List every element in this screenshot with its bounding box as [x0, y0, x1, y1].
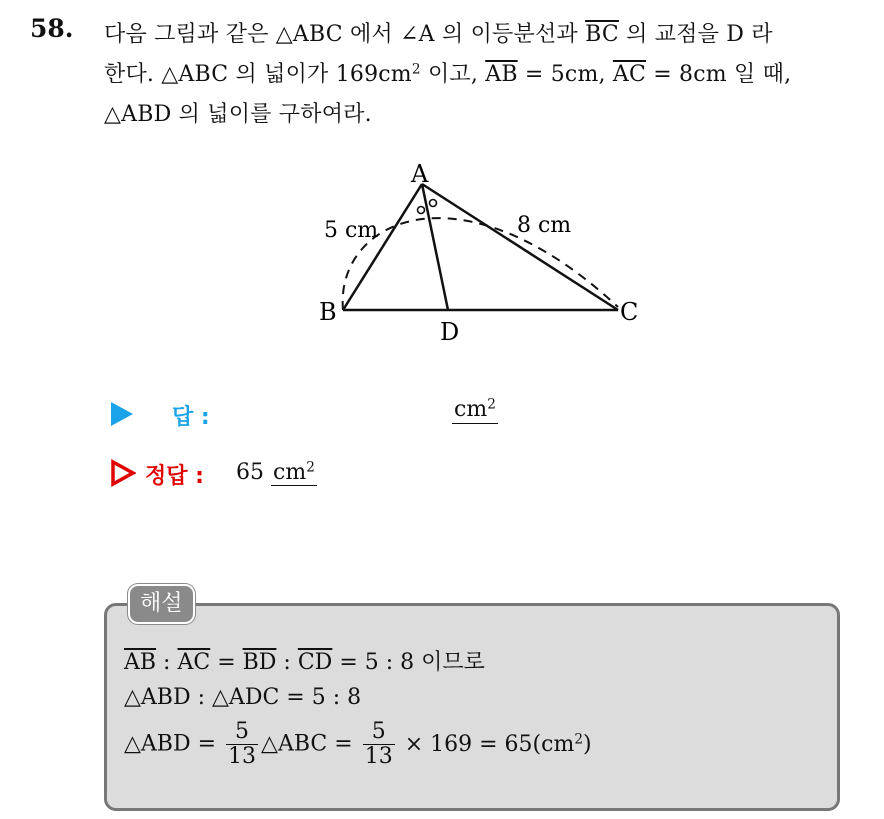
segment-ab: $\overline{AB}$: [485, 62, 518, 87]
fraction-2-den: 13: [364, 744, 393, 769]
sol-rhs: × $169 = 65(cm^2)$: [404, 731, 592, 757]
side-label-ab: 5 cm: [324, 218, 379, 243]
solution-line-2: △ABD : △ADC = 5 : 8: [124, 685, 362, 710]
question-line-2: [104, 57, 791, 88]
solution-line-1: $\overline{AB}$ : $\overline{AC} = \overline{BD}$ : $\overline{CD} = 5$ : 8 이므로: [124, 650, 485, 675]
question-text-1b: 의 교점을 D 라: [618, 22, 773, 47]
dashed-arc: [343, 218, 618, 310]
vertex-label-b: B: [319, 298, 337, 326]
solution-tag: 해설: [128, 584, 195, 624]
question-line-3: △ABD 의 넓이를 구하여라.: [104, 102, 372, 127]
sol-seg-ab: $\overline{AB}$: [124, 650, 157, 675]
answer-unit: $cm^2$: [454, 396, 496, 422]
sol-seg-cd: $\overline{CD}$: [297, 650, 333, 675]
fraction-1: [226, 720, 258, 769]
question-text-1a: 다음 그림과 같은 △ABC 에서 ∠A 의 이등분선과: [104, 22, 586, 47]
side-label-ac: 8 cm: [517, 213, 572, 238]
fraction-2: [363, 720, 395, 769]
question-line-1: [104, 17, 773, 48]
question-text-2c: = 8cm 일 때,: [646, 62, 792, 87]
correct-value-number: 65: [236, 460, 264, 485]
side-ab: [343, 184, 422, 310]
segment-bc: $\overline{BC}$: [585, 22, 619, 47]
triangle-figure: [300, 160, 660, 350]
sol-seg-ac: $\overline{AC}$: [177, 650, 211, 675]
correct-value-unit: $cm^2$: [273, 459, 315, 485]
vertex-label-c: C: [620, 298, 639, 326]
correct-answer-value: [236, 460, 317, 485]
bisector-ad: [422, 184, 448, 310]
fraction-2-num: 5: [363, 720, 395, 745]
angle-mark-2: [430, 200, 437, 207]
correct-arrow-icon: [110, 459, 136, 487]
sol-mid: △ABC =: [261, 731, 353, 757]
question-number: 58.: [30, 14, 74, 43]
solution-line-3: [124, 720, 592, 769]
question-text-2b: = 5cm,: [517, 62, 613, 87]
question-text-2a: 한다. △ABC 의 넓이가 $169cm^2$ 이고,: [104, 61, 486, 87]
fraction-1-num: 5: [226, 720, 258, 745]
segment-ac: $\overline{AC}$: [612, 62, 647, 87]
answer-label: 답 :: [172, 405, 210, 430]
correct-answer-label: 정답 :: [145, 464, 204, 489]
fraction-1-den: 13: [228, 744, 257, 769]
angle-mark-1: [418, 207, 425, 214]
answer-arrow-icon: [111, 402, 133, 426]
sol-seg-bd: $\overline{BD}$: [242, 650, 277, 675]
vertex-label-a: A: [411, 160, 429, 188]
answer-input[interactable]: [452, 397, 498, 424]
side-ac: [422, 184, 618, 310]
vertex-label-d: D: [440, 318, 460, 346]
sol-lhs: △ABD =: [124, 731, 217, 757]
